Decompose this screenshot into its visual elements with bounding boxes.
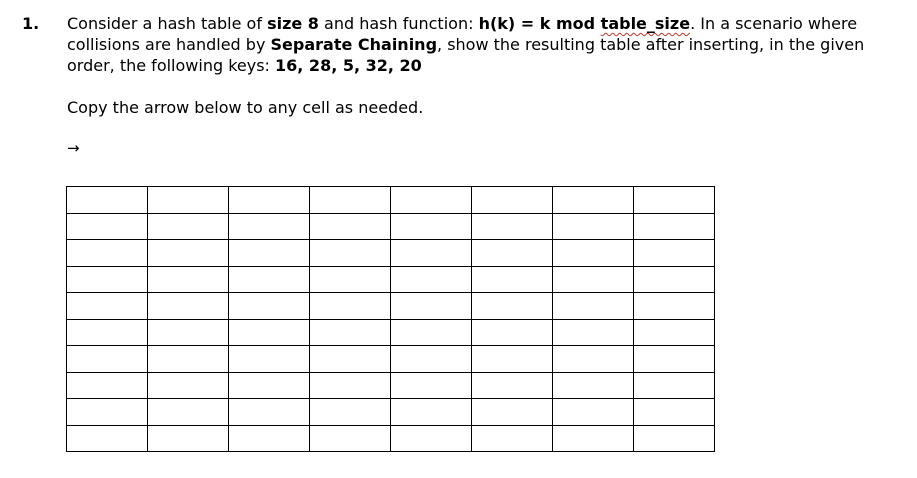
- question-text-segment: Consider a hash table of: [67, 14, 268, 33]
- table-cell[interactable]: [148, 319, 229, 346]
- table-cell[interactable]: [634, 425, 715, 452]
- table-cell[interactable]: [472, 213, 553, 240]
- table-cell[interactable]: [148, 213, 229, 240]
- table-cell[interactable]: [229, 319, 310, 346]
- table-cell[interactable]: [472, 346, 553, 373]
- table-cell[interactable]: [310, 372, 391, 399]
- question-text-segment: size 8: [267, 14, 319, 33]
- table-cell[interactable]: [391, 187, 472, 214]
- table-cell[interactable]: [148, 399, 229, 426]
- table-cell[interactable]: [229, 293, 310, 320]
- table-cell[interactable]: [634, 240, 715, 267]
- question-text-segment: table_size: [600, 14, 691, 33]
- table-cell[interactable]: [391, 346, 472, 373]
- table-cell[interactable]: [634, 346, 715, 373]
- table-cell[interactable]: [472, 372, 553, 399]
- table-row: [67, 213, 715, 240]
- table-row: [67, 346, 715, 373]
- table-cell[interactable]: [472, 293, 553, 320]
- table-cell[interactable]: [391, 266, 472, 293]
- table-cell[interactable]: [67, 399, 148, 426]
- table-cell[interactable]: [229, 399, 310, 426]
- table-cell[interactable]: [634, 372, 715, 399]
- table-cell[interactable]: [67, 372, 148, 399]
- table-row: [67, 266, 715, 293]
- table-cell[interactable]: [553, 213, 634, 240]
- table-cell[interactable]: [310, 266, 391, 293]
- hash-table-grid: [66, 186, 715, 452]
- table-cell[interactable]: [553, 372, 634, 399]
- table-cell[interactable]: [67, 346, 148, 373]
- table-cell[interactable]: [472, 266, 553, 293]
- table-cell[interactable]: [391, 399, 472, 426]
- table-cell[interactable]: [67, 187, 148, 214]
- table-cell[interactable]: [148, 425, 229, 452]
- table-cell[interactable]: [148, 187, 229, 214]
- table-row: [67, 425, 715, 452]
- table-cell[interactable]: [310, 240, 391, 267]
- table-cell[interactable]: [310, 213, 391, 240]
- table-cell[interactable]: [229, 266, 310, 293]
- table-cell[interactable]: [229, 187, 310, 214]
- table-cell[interactable]: [553, 319, 634, 346]
- table-cell[interactable]: [634, 266, 715, 293]
- table-cell[interactable]: [229, 213, 310, 240]
- table-cell[interactable]: [310, 319, 391, 346]
- question-text-segment: . In a scenario where collisions are handled by: [67, 14, 858, 54]
- question-text-segment: Separate Chaining: [270, 35, 438, 54]
- table-cell[interactable]: [553, 266, 634, 293]
- table-cell[interactable]: [553, 399, 634, 426]
- table-cell[interactable]: [391, 372, 472, 399]
- table-cell[interactable]: [148, 346, 229, 373]
- table-cell[interactable]: [553, 187, 634, 214]
- hash-table-body: [67, 187, 715, 452]
- table-row: [67, 293, 715, 320]
- table-cell[interactable]: [472, 319, 553, 346]
- table-cell[interactable]: [310, 399, 391, 426]
- table-cell[interactable]: [391, 319, 472, 346]
- table-cell[interactable]: [229, 372, 310, 399]
- table-cell[interactable]: [229, 425, 310, 452]
- table-cell[interactable]: [634, 187, 715, 214]
- table-cell[interactable]: [229, 346, 310, 373]
- table-cell[interactable]: [148, 372, 229, 399]
- table-cell[interactable]: [472, 240, 553, 267]
- table-cell[interactable]: [310, 293, 391, 320]
- table-cell[interactable]: [148, 240, 229, 267]
- table-row: [67, 399, 715, 426]
- table-cell[interactable]: [310, 425, 391, 452]
- table-cell[interactable]: [391, 425, 472, 452]
- table-row: [67, 187, 715, 214]
- table-cell[interactable]: [391, 240, 472, 267]
- table-cell[interactable]: [229, 240, 310, 267]
- table-cell[interactable]: [391, 213, 472, 240]
- table-cell[interactable]: [148, 266, 229, 293]
- table-cell[interactable]: [553, 240, 634, 267]
- table-row: [67, 240, 715, 267]
- table-row: [67, 372, 715, 399]
- table-cell[interactable]: [67, 213, 148, 240]
- table-cell[interactable]: [67, 319, 148, 346]
- arrow-icon[interactable]: →: [67, 139, 80, 157]
- table-cell[interactable]: [67, 240, 148, 267]
- table-cell[interactable]: [67, 293, 148, 320]
- table-cell[interactable]: [634, 399, 715, 426]
- table-cell[interactable]: [391, 293, 472, 320]
- table-cell[interactable]: [310, 187, 391, 214]
- table-cell[interactable]: [472, 187, 553, 214]
- instruction-text: Copy the arrow below to any cell as needed.: [67, 98, 424, 117]
- table-cell[interactable]: [67, 266, 148, 293]
- table-cell[interactable]: [553, 346, 634, 373]
- question-text-segment: 16, 28, 5, 32, 20: [275, 56, 422, 75]
- question-number: 1.: [22, 14, 40, 33]
- question-text-segment: h(k) = k mod: [478, 14, 601, 33]
- table-cell[interactable]: [634, 319, 715, 346]
- table-cell[interactable]: [472, 399, 553, 426]
- question-text-segment: and hash function:: [318, 14, 479, 33]
- table-cell[interactable]: [472, 425, 553, 452]
- table-cell[interactable]: [310, 346, 391, 373]
- table-cell[interactable]: [148, 293, 229, 320]
- table-cell[interactable]: [67, 425, 148, 452]
- table-cell[interactable]: [553, 425, 634, 452]
- question-text: [67, 13, 907, 76]
- table-cell[interactable]: [634, 293, 715, 320]
- table-cell[interactable]: [634, 213, 715, 240]
- table-cell[interactable]: [553, 293, 634, 320]
- table-row: [67, 319, 715, 346]
- question-text-segment: , show the resulting table after inserting, in the given order, the following keys:: [67, 35, 865, 75]
